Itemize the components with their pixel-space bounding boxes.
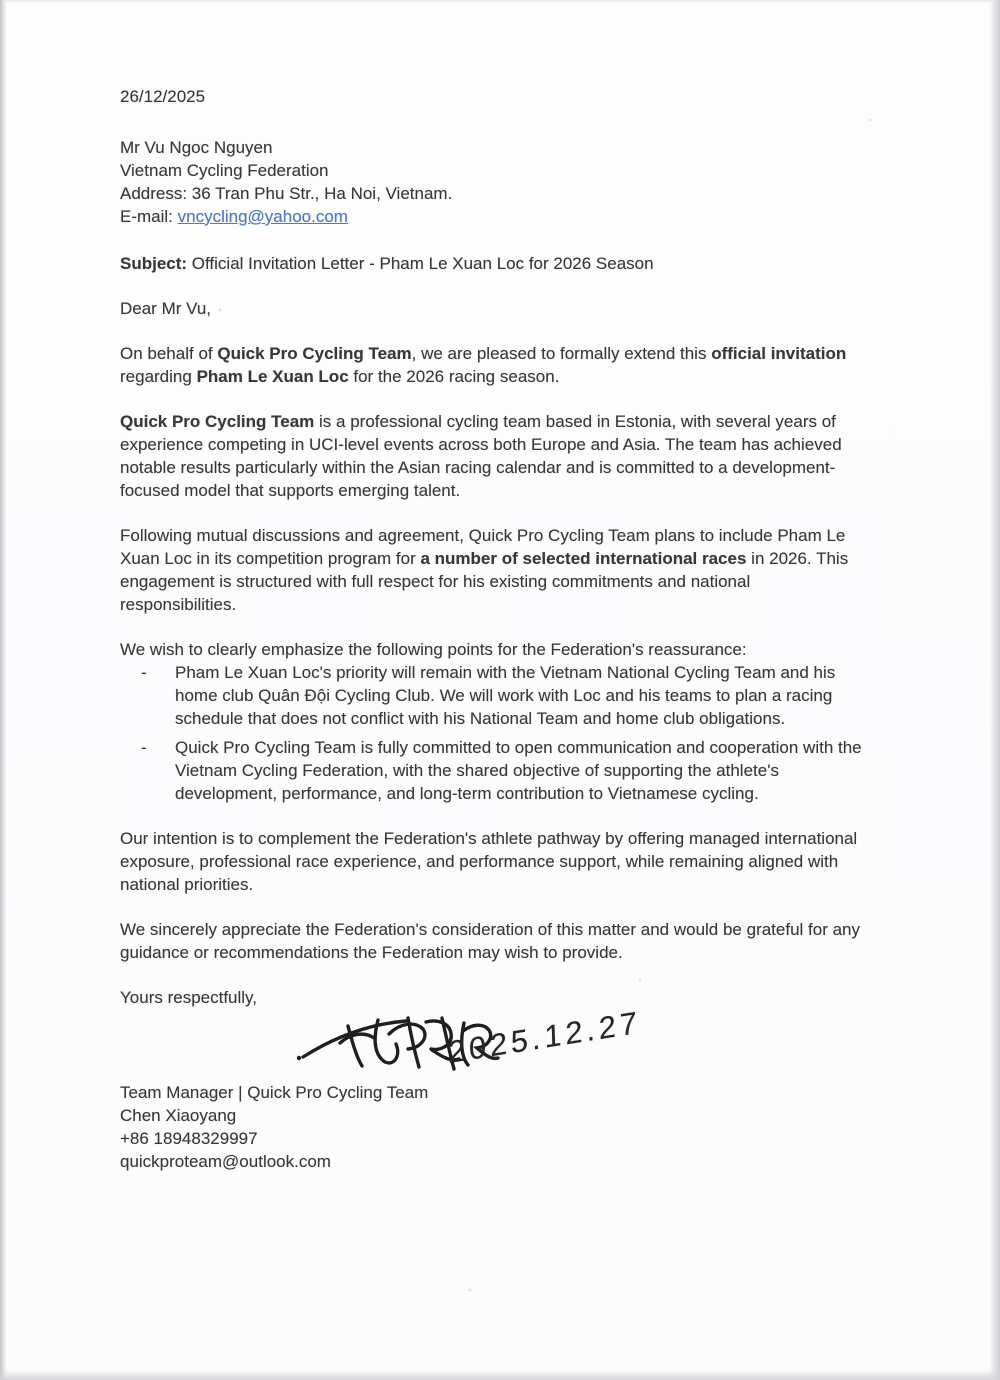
paragraph-intention: Our intention is to complement the Federation's athlete pathway by offering managed international exposure, professional race experience, and performance support, while remaining aligned with national priorities. [120,829,858,894]
list-item-text: Quick Pro Cycling Team is fully committed to open communication and cooperation with the Vietnam Cycling Federation, with the shared objective of supporting the athlete's development, performance, and long-term contribution to Vietnamese cycling. [175,738,862,803]
recipient-email-line [120,205,865,228]
bullet-dash: - [141,738,147,757]
subject-line: Subject: Official Invitation Letter - Pham Le Xuan Loc for 2026 Season [120,254,654,273]
paragraph-plan: Following mutual discussions and agreement, Quick Pro Cycling Team plans to include Pham Le Xuan Loc in its competition program for a number of selected international races in 2026. This engagement is structured with full respect for his existing commitments and national responsibilities. [120,526,849,614]
signer-email: quickproteam@outlook.com [120,1152,331,1171]
signer-title: Team Manager | Quick Pro Cycling Team [120,1083,429,1102]
handwritten-date: 2025.12.27 [447,1004,642,1071]
signer-phone: +86 18948329997 [120,1129,258,1148]
reassurance-list [141,661,865,805]
paragraph-intro: On behalf of Quick Pro Cycling Team, we are pleased to formally extend this official invitation regarding Pham Le Xuan Loc for the 2026 racing season. [120,344,847,386]
paragraph-appreciate: We sincerely appreciate the Federation's consideration of this matter and would be grateful for any guidance or recommendations the Federation may wish to provide. [120,920,861,962]
list-item [141,661,865,730]
letter-date: 26/12/2025 [120,87,206,106]
recipient-name: Mr Vu Ngoc Nguyen [120,138,273,157]
bullet-dash: - [141,663,147,682]
email-label: E-mail: [120,207,178,226]
signer-details [120,1081,428,1173]
closing: Yours respectfully, [120,988,258,1007]
recipient-organization: Vietnam Cycling Federation [120,161,329,180]
page-edge-bottom [0,1370,1000,1380]
signature-block [120,1004,865,1199]
recipient-block [120,136,865,228]
paragraph-emphasize: We wish to clearly emphasize the following points for the Federation's reassurance: [120,640,747,659]
recipient-email-link[interactable]: vncycling@yahoo.com [177,207,348,226]
paragraph-team: Quick Pro Cycling Team is a professional cycling team based in Estonia, with several years of experience competing in UCI-level events across both Europe and Asia. The team has achieved notable results particularly within the Asian racing calendar and is committed to a development-focused model that supports emerging talent. [120,412,842,500]
recipient-address: Address: 36 Tran Phu Str., Ha Noi, Vietnam. [120,184,453,203]
signer-name: Chen Xiaoyang [120,1106,237,1125]
list-item-text: Pham Le Xuan Loc's priority will remain with the Vietnam National Cycling Team and his home club Quân Đội Cycling Club. We will work with Loc and his teams to plan a racing schedule that does not conflict with his National Team and home club obligations. [175,663,836,728]
salutation: Dear Mr Vu, [120,299,212,318]
list-item [141,736,865,805]
